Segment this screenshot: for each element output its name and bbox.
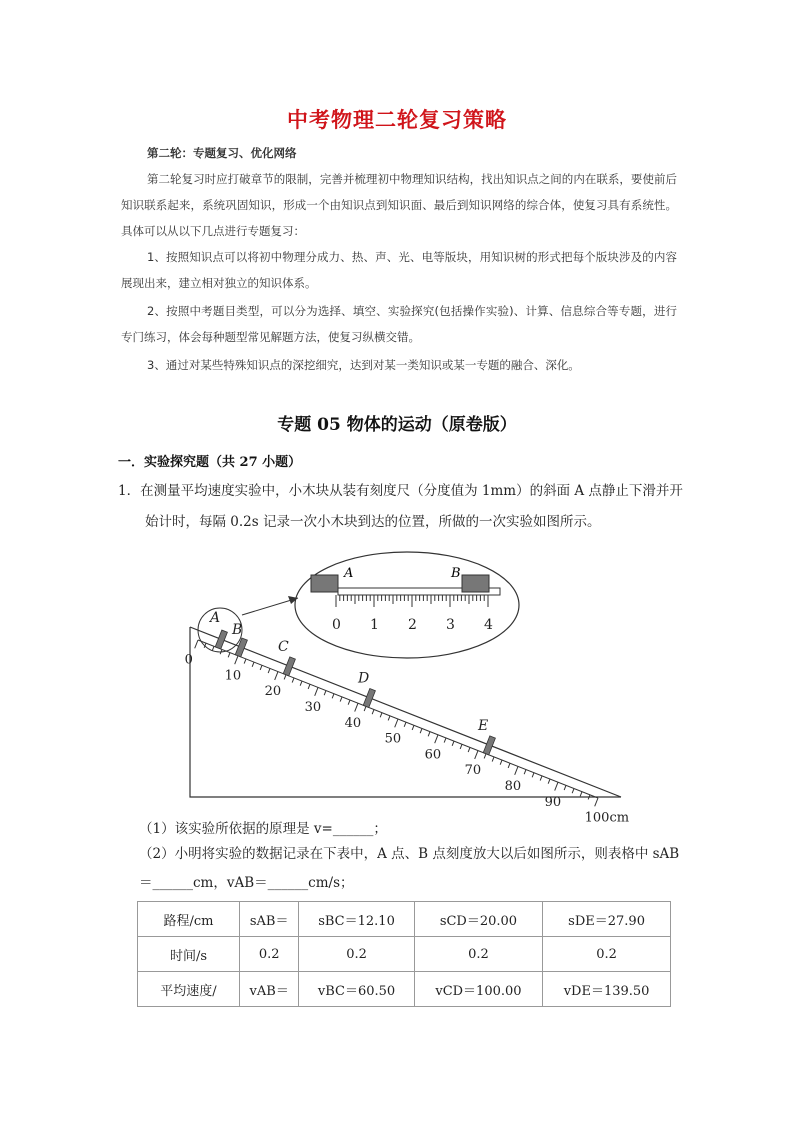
position-label: D <box>358 670 370 687</box>
incline-tick <box>395 719 398 727</box>
table-cell: 路程/cm <box>138 902 240 937</box>
incline-ticks <box>195 640 598 806</box>
zoom-tick-label: 3 <box>446 617 455 633</box>
table-cell: vDE＝139.50 <box>543 972 671 1007</box>
topic-title: 专题 05 物体的运动（原卷版） <box>277 415 517 435</box>
incline-tick <box>252 662 254 667</box>
incline-tick <box>468 747 470 752</box>
intro-item-2: 2、按照中考题目类型，可以分为选择、填空、实验探究(包括操作实验)、计算、信息综合等专题，进行专门练习，体会每种题型常见解题方法，使复习纵横交错。 <box>121 304 677 344</box>
incline-tick <box>380 713 382 718</box>
incline-tick <box>572 789 574 794</box>
question-1-stem <box>118 476 688 538</box>
incline-tick <box>492 757 494 762</box>
incline-tick-label: 80 <box>504 779 522 795</box>
incline-tick <box>228 653 230 658</box>
position-label: C <box>278 638 289 655</box>
incline-tick <box>404 722 406 727</box>
incline-tick-label: 70 <box>464 763 482 779</box>
incline-tick <box>515 766 518 774</box>
incline-tick <box>324 691 326 696</box>
incline-tick <box>564 785 566 790</box>
incline-tick <box>532 773 534 778</box>
incline-tick <box>412 725 414 730</box>
incline-tick <box>195 640 198 648</box>
incline-tick <box>524 770 526 775</box>
table-cell: sAB＝ <box>240 902 299 937</box>
incline-tick <box>340 697 342 702</box>
incline-tick <box>460 744 462 749</box>
table-cell: 0.2 <box>414 937 542 972</box>
incline-tick-label: 0 <box>184 652 193 668</box>
zoom-block-a <box>311 575 338 592</box>
incline-tick <box>275 672 278 680</box>
intro-item-1: 1、按照知识点可以将初中物理分成力、热、声、光、电等版块，用知识树的形式把每个版块涉及的内容展现出来，建立相对独立的知识体系。 <box>121 250 677 290</box>
incline-tick-label: 90 <box>544 794 562 810</box>
incline-tick <box>308 684 310 689</box>
table-cell: 平均速度/ <box>138 972 240 1007</box>
incline-tick-label: 10 <box>224 668 242 684</box>
incline-tick <box>420 728 422 733</box>
data-table <box>137 901 671 1007</box>
table-cell: sBC＝12.10 <box>299 902 414 937</box>
intro-item-3: 3、通过对某些特殊知识点的深挖细究，达到对某一类知识或某一专题的融合、深化。 <box>147 358 580 372</box>
wood-block <box>215 630 227 649</box>
incline-tick <box>595 798 598 806</box>
incline-tick <box>540 776 542 781</box>
incline-tick <box>452 741 454 746</box>
question-1-text: 1．在测量平均速度实验中，小木块从装有刻度尺（分度值为 1mm）的斜面 A 点静止下滑并开始计时，每隔 0.2s 记录一次小木块到达的位置，所做的一次实验如图所示。 <box>118 483 683 530</box>
incline-tick <box>484 754 486 759</box>
position-label: B <box>232 621 243 638</box>
incline-tick <box>292 678 294 683</box>
incline-tick <box>508 763 510 768</box>
table-row <box>138 937 671 972</box>
zoom-ticks <box>336 595 488 607</box>
incline-tick <box>548 779 550 784</box>
incline-tick <box>315 687 318 695</box>
zoom-tick-label: 4 <box>484 617 493 633</box>
incline-tick-label: 40 <box>344 715 362 731</box>
incline-tick-label: 100cm <box>584 810 630 826</box>
incline-tick-label: 60 <box>424 747 442 763</box>
wood-block <box>483 736 495 755</box>
table-cell: 时间/s <box>138 937 240 972</box>
zoom-ellipse <box>295 552 519 658</box>
incline-tick <box>284 675 286 680</box>
incline-tick <box>244 659 246 664</box>
wood-block <box>283 657 295 676</box>
incline-tick <box>332 694 334 699</box>
zoom-tick-label: 2 <box>408 617 417 633</box>
incline-tick <box>268 668 270 673</box>
incline-tick <box>555 782 558 790</box>
incline-tick <box>388 716 390 721</box>
incline-tick-labels <box>185 653 629 826</box>
incline-tick <box>435 735 438 743</box>
incline-tick <box>260 665 262 670</box>
incline-slope <box>190 627 621 797</box>
position-label: A <box>210 609 221 626</box>
incline-tick <box>475 751 478 759</box>
incline-tick <box>355 703 358 711</box>
question-1-sub2: （2）小明将实验的数据记录在下表中，A 点、B 点刻度放大以后如图所示，则表格中 sAB＝______cm，vAB＝______cm/s； <box>139 846 680 891</box>
table-cell: 0.2 <box>543 937 671 972</box>
incline-tick-label: 20 <box>264 684 282 700</box>
wood-block <box>363 689 375 708</box>
position-label: E <box>478 717 489 734</box>
table-cell: vBC＝60.50 <box>299 972 414 1007</box>
incline-tick <box>372 710 374 715</box>
magnify-arrow-line <box>242 598 298 615</box>
table-cell: 0.2 <box>299 937 414 972</box>
intro-paragraph: 第二轮复习时应打破章节的限制，完善并梳理初中物理知识结构，找出知识点之间的内在联系，要使前后知识联系起来，系统巩固知识，形成一个由知识点到知识面、最后到知识网络的综合体，使复习具有系统性。具体可以从以下几点进行专题复习： <box>121 172 677 238</box>
table-row <box>138 972 671 1007</box>
table-cell: vCD＝100.00 <box>414 972 542 1007</box>
zoom-tick-label: 0 <box>332 617 341 633</box>
zoom-tick-labels <box>332 617 493 633</box>
incline-tick <box>348 700 350 705</box>
zoom-label-b: B <box>451 566 461 581</box>
incline-tick-label: 50 <box>384 731 402 747</box>
zoom-label-a: A <box>344 566 354 581</box>
incline-tick <box>235 656 238 664</box>
incline-tick <box>500 760 502 765</box>
section-heading: 一．实验探究题（共 27 小题） <box>118 455 302 470</box>
table-cell: 0.2 <box>240 937 299 972</box>
table-cell: sDE＝27.90 <box>543 902 671 937</box>
incline-tick <box>580 792 582 797</box>
table-cell: sCD＝20.00 <box>414 902 542 937</box>
incline-tick <box>428 732 430 737</box>
incline-tick <box>364 706 366 711</box>
incline-tick <box>300 681 302 686</box>
incline-tick-label: 30 <box>304 700 322 716</box>
table-cell: vAB＝ <box>240 972 299 1007</box>
zoom-tick-label: 1 <box>370 617 379 633</box>
table-row <box>138 902 671 937</box>
section-subtitle: 第二轮：专题复习、优化网络 <box>147 146 297 160</box>
question-1-sub1: （1）该实验所依据的原理是 v=______； <box>139 821 387 837</box>
incline-tick <box>444 738 446 743</box>
page-title: 中考物理二轮复习策略 <box>287 108 507 132</box>
incline-ruler-diagram <box>180 555 640 826</box>
wood-block <box>235 638 247 657</box>
zoom-block-b <box>462 575 489 592</box>
